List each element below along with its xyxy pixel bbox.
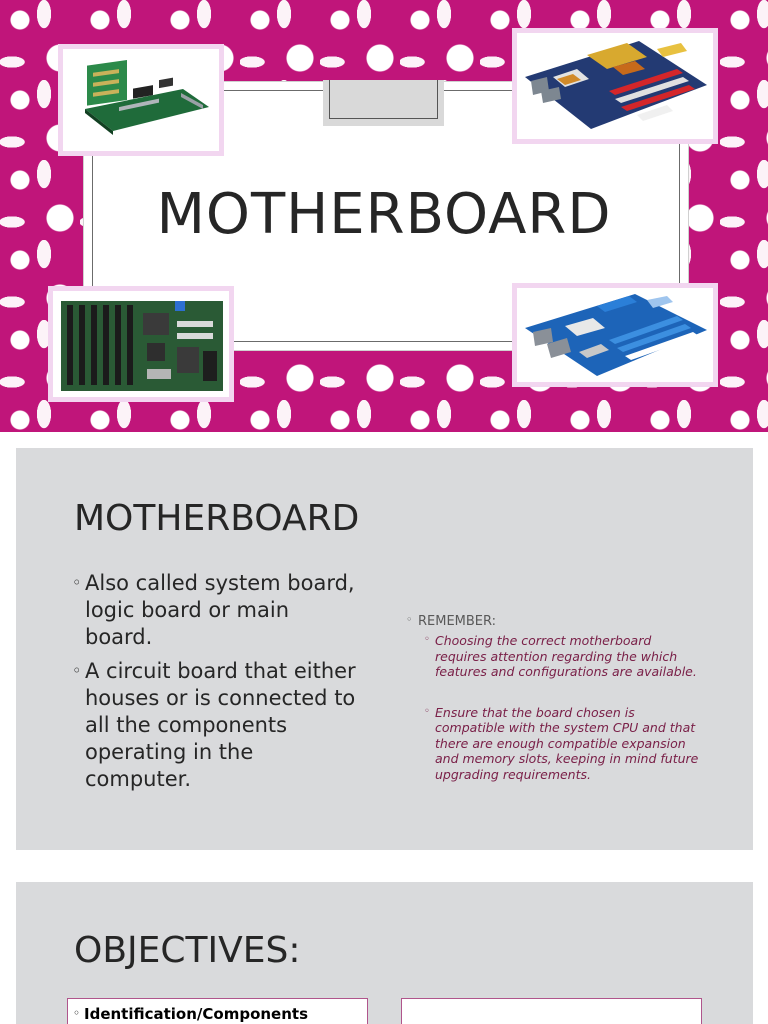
objective-box: [67, 998, 368, 1024]
definition-list: [72, 570, 362, 800]
title-slide: [0, 0, 768, 432]
remember-item: ◦ Choosing the correct motherboard requires attention regarding the which features and configurations are available.: [424, 633, 706, 680]
legacy-motherboard-image: [48, 286, 234, 402]
bullet-icon: ◦: [73, 1006, 81, 1020]
atx-motherboard-image: [512, 28, 718, 144]
definition-point: ◦ A circuit board that either houses or is connected to all the components operating in the computer.: [72, 658, 362, 793]
slide-title: MOTHERBOARD: [156, 182, 612, 247]
slide-heading: MOTHERBOARD: [74, 498, 360, 539]
remember-notes: [406, 614, 706, 807]
title-tab-inner: [329, 80, 438, 119]
slide-heading: OBJECTIVES:: [74, 930, 301, 971]
remember-item: ◦ Ensure that the board chosen is compatible with the system CPU and that there are enough compatible expansion and memory slots, keeping in mind future upgrading requirements.: [424, 705, 706, 783]
objective-label: Identification/Components: [84, 1005, 309, 1023]
title-tab: [323, 80, 444, 126]
remember-list: [406, 633, 706, 782]
expansion-card-image: [58, 44, 224, 156]
objective-box: [401, 998, 702, 1024]
blue-motherboard-image: [512, 283, 718, 387]
remember-label: ◦ REMEMBER:: [406, 614, 706, 629]
definition-slide: [16, 448, 753, 850]
definition-point: ◦ Also called system board, logic board or main board.: [72, 570, 362, 651]
objectives-slide: [16, 882, 753, 1024]
